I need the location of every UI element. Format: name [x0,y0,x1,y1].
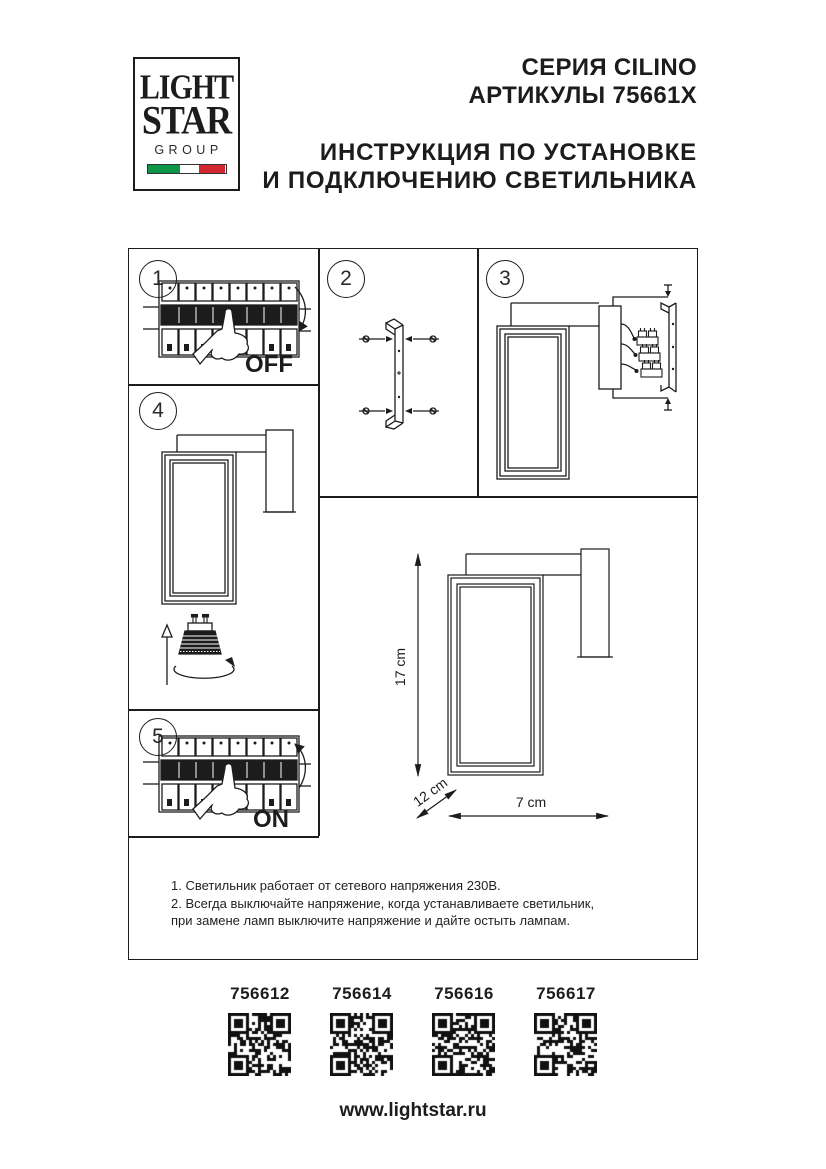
italian-flag-stripe [147,164,227,174]
logo-word-light: LIGHT [139,68,234,107]
product-item [432,984,496,1076]
page-title [262,139,697,195]
divider-top-row-bottom [318,496,697,498]
divider-step5-bottom [129,836,319,838]
step-2-bracket-drawing [341,299,461,449]
product-qr-section [128,984,698,1076]
qr-code [432,1013,495,1076]
mounting-plate [581,549,609,657]
mounting-plate [266,430,293,512]
wires [621,324,639,373]
step-2-number: 2 [327,260,365,298]
product-item [534,984,598,1076]
depth-label: 12 cm [409,774,451,810]
title-line-1: ИНСТРУКЦИЯ ПО УСТАНОВКЕ [319,139,697,166]
logo-word-star: STAR [141,97,232,143]
step-3-wiring-drawing [484,279,694,494]
step-3-number: 3 [486,260,524,298]
website-url: www.lightstar.ru [339,1100,487,1121]
document-header [262,54,697,195]
off-label: OFF [245,351,293,378]
series-title: СЕРИЯ CILINO [521,54,697,81]
width-label: 7 cm [515,794,547,810]
height-label: 17 cm [392,647,408,687]
flag-red [199,165,226,173]
step-5-number: 5 [139,718,177,756]
product-item [330,984,394,1076]
product-article: 756617 [536,984,596,1003]
divider-step1-bottom [129,384,318,386]
mounting-plate [599,306,621,389]
product-article: 756614 [332,984,392,1003]
product-article: 756612 [230,984,290,1003]
note-line-2: 2. Всегда выключайте напряжение, когда устанавливаете светильник, [171,895,595,911]
product-item [228,984,292,1076]
dimension-drawing [391,504,701,844]
qr-code [534,1013,597,1076]
flag-green [148,165,181,173]
gu10-bulb-icon [179,615,221,655]
note-line-3: при замене ламп выключите напряжение и дайте остыть лампам. [171,913,571,928]
step-1-breaker-off-drawing [143,271,315,376]
screw-bottom [664,398,672,410]
step-1-number: 1 [139,260,177,298]
product-article: 756616 [434,984,494,1003]
articles-title: АРТИКУЛЫ 75661X [468,82,697,109]
lamp-arm [177,435,266,452]
rotate-arrow-icon [174,657,235,678]
divider-step2-step3 [477,249,479,496]
on-label: ON [253,806,289,833]
step-5-breaker-on-drawing [143,726,315,831]
safety-notes [171,877,671,930]
step-4-bulb-drawing [137,417,317,705]
terminal-blocks [637,328,662,377]
qr-code [330,1013,393,1076]
lightstar-logo [133,57,240,191]
title-line-2: И ПОДКЛЮЧЕНИЮ СВЕТИЛЬНИКА [262,167,697,194]
lamp-arm [511,303,599,326]
screw-top [664,285,672,297]
lamp-body [497,326,569,479]
divider-step4-bottom [129,709,318,711]
flag-white [180,165,199,173]
lamp-arm [466,554,581,575]
lamp-body [162,452,236,604]
divider-left-column [318,249,320,836]
logo-word-group: GROUP [154,143,223,157]
arrow-up-icon [162,625,172,685]
wall-bracket [661,303,676,392]
note-line-1: 1. Светильник работает от сетевого напряжения 230В. [171,878,501,893]
lamp-side-view [448,549,613,775]
qr-code [228,1013,291,1076]
step-4-number: 4 [139,392,177,430]
instruction-diagram-box [128,248,698,960]
